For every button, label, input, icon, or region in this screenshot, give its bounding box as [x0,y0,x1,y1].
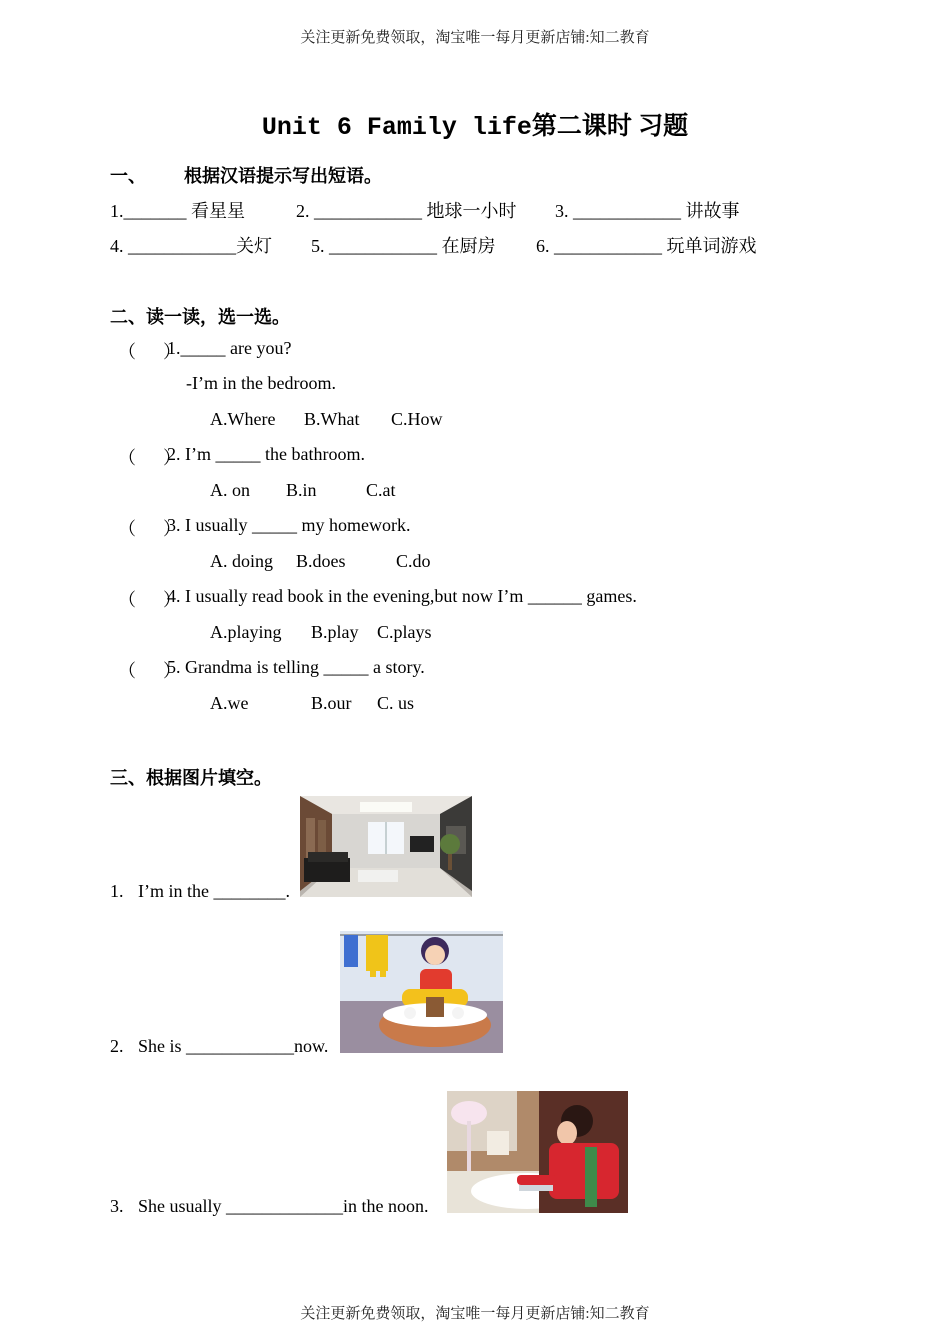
fill-item-3-number: 3. [110,1196,124,1216]
q1-option-b: B.What [304,409,360,429]
phrase-3: 3. ____________ 讲故事 [555,201,740,221]
living-room-picture [300,796,472,897]
page-header: 关注更新免费领取，淘宝唯一每月更新店铺:知二教育 [300,30,650,46]
fill-item-2-text: She is ____________now. [138,1036,329,1056]
title-cjk: 第二课时 习题 [531,113,689,140]
q3-option-b: B.does [296,551,346,571]
title-latin: Unit 6 Family life [261,113,532,142]
q3-option-c: C.do [396,551,431,571]
section-2-heading: 二、读一读，选一选。 [110,307,290,327]
section-3-heading: 三、根据图片填空。 [110,768,272,788]
section-1-number: 一、 [110,166,146,186]
answer-paren-5: （ ） [118,661,181,681]
question-5: 5. Grandma is telling _____ a story. [167,657,425,677]
fill-item-3-text: She usually _____________in the noon. [138,1196,429,1216]
q1-option-a: A.Where [210,409,276,429]
q5-option-c: C. us [377,693,415,713]
phrase-5: 5. ____________ 在厨房 [311,236,496,256]
section-1-heading [110,162,382,188]
phrase-1: 1._______ 看星星 [110,201,245,221]
question-1-reply: -I’m in the bedroom. [186,373,336,393]
q4-option-b: B.play [311,622,359,642]
answer-paren-4: （ ） [118,590,181,610]
question-1: 1._____ are you? [167,338,292,358]
q2-option-c: C.at [366,480,396,500]
question-4: 4. I usually read book in the evening,but now I’m ______ games. [167,586,637,606]
answer-paren-1: （ ） [118,342,181,362]
question-3: 3. I usually _____ my homework. [167,515,411,535]
page-footer: 关注更新免费领取，淘宝唯一每月更新店铺:知二教育 [300,1306,650,1322]
girl-homework-picture [447,1091,628,1213]
question-2: 2. I’m _____ the bathroom. [167,444,365,464]
fill-item-2-number: 2. [110,1036,124,1056]
fill-item-1-text: I’m in the ________. [138,881,290,901]
girl-washing-clothes-picture [340,931,503,1053]
q5-option-a: A.we [210,693,249,713]
q3-option-a: A. doing [210,551,273,571]
q2-option-a: A. on [210,480,250,500]
answer-paren-3: （ ） [118,519,181,539]
phrase-2: 2. ____________ 地球一小时 [296,201,517,221]
q4-option-c: C.plays [377,622,432,642]
q1-option-c: C.How [391,409,443,429]
page-title [0,106,950,142]
fill-item-1-number: 1. [110,881,124,901]
phrase-4: 4. ____________关灯 [110,236,272,256]
answer-paren-2: （ ） [118,448,181,468]
phrase-6: 6. ____________ 玩单词游戏 [536,236,757,256]
q2-option-b: B.in [286,480,317,500]
q5-option-b: B.our [311,693,352,713]
q4-option-a: A.playing [210,622,282,642]
section-1-title: 根据汉语提示写出短语。 [184,166,382,186]
